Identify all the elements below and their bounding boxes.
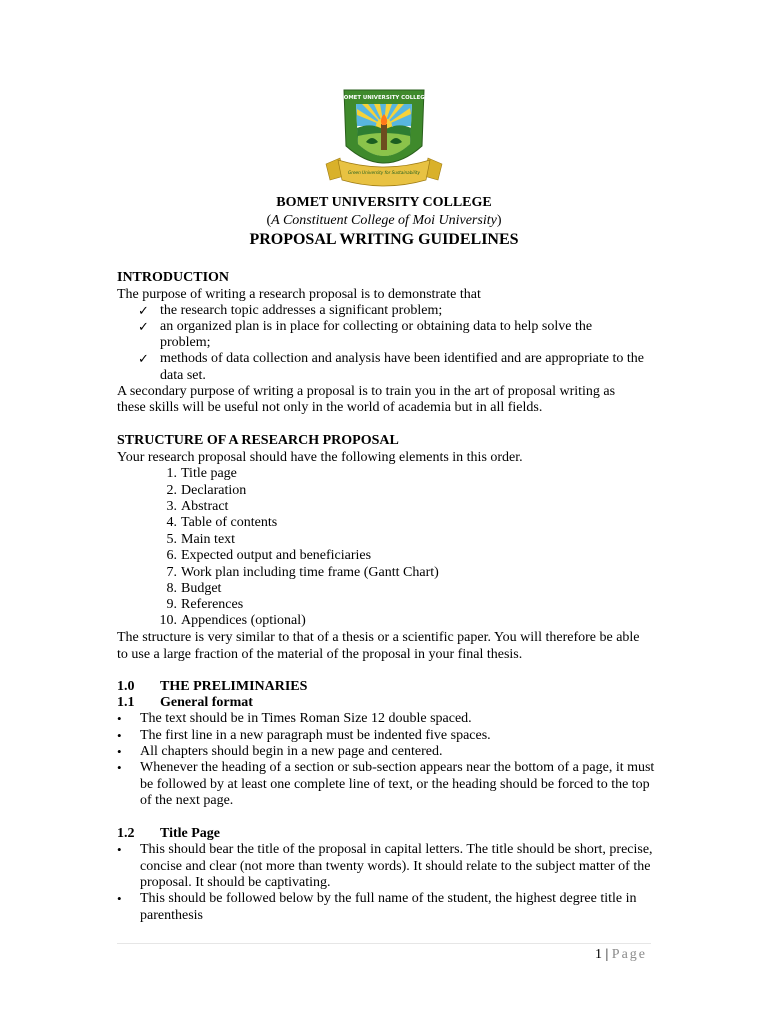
intro-heading: INTRODUCTION bbox=[117, 270, 230, 285]
list-item: Work plan including time frame (Gantt Chart) bbox=[181, 565, 439, 580]
college-name: BOMET UNIVERSITY COLLEGE bbox=[276, 195, 492, 210]
bullet-icon: • bbox=[117, 728, 122, 743]
list-number: 10. bbox=[159, 613, 177, 628]
footer-divider bbox=[117, 943, 651, 944]
subsection-number: 1.2 bbox=[117, 826, 135, 841]
structure-heading: STRUCTURE OF A RESEARCH PROPOSAL bbox=[117, 433, 399, 448]
section-number: 1.0 bbox=[117, 679, 135, 694]
bullet-text: This should bear the title of the proposal in capital letters. The title should be short, precise, bbox=[140, 842, 653, 857]
bullet-text: of the next page. bbox=[140, 793, 234, 808]
intro-paragraph-line: these skills will be useful not only in the world of academia but in all fields. bbox=[117, 400, 543, 415]
intro-lead: The purpose of writing a research proposal is to demonstrate that bbox=[117, 287, 481, 302]
list-number: 2. bbox=[166, 483, 177, 498]
bullet-text: parenthesis bbox=[140, 908, 203, 923]
structure-paragraph-line: The structure is very similar to that of a thesis or a scientific paper. You will therefore be able bbox=[117, 630, 640, 645]
college-subtitle: (A Constituent College of Moi University) bbox=[266, 213, 502, 228]
bullet-text: The first line in a new paragraph must be indented five spaces. bbox=[140, 728, 491, 743]
subsection-number: 1.1 bbox=[117, 695, 135, 710]
list-item: Abstract bbox=[181, 499, 229, 514]
bullet-icon: • bbox=[117, 842, 122, 857]
list-item: References bbox=[181, 597, 244, 612]
list-number: 1. bbox=[166, 466, 177, 481]
check-item-text: methods of data collection and analysis have been identified and are appropriate to the bbox=[160, 351, 644, 366]
list-number: 4. bbox=[166, 515, 177, 530]
page-number: 1 bbox=[594, 947, 602, 962]
list-number: 7. bbox=[166, 565, 177, 580]
subsection-heading: Title Page bbox=[160, 826, 221, 841]
bullet-text: This should be followed below by the full name of the student, the highest degree title in bbox=[140, 891, 637, 906]
checkmark-icon: ✓ bbox=[138, 351, 149, 366]
bullet-text: be followed by at least one complete line of text, or the heading should be forced to the top bbox=[140, 777, 650, 792]
list-number: 3. bbox=[166, 499, 177, 514]
intro-paragraph-line: A secondary purpose of writing a proposal is to train you in the art of proposal writing as bbox=[117, 384, 616, 399]
college-logo bbox=[322, 84, 446, 190]
structure-lead: Your research proposal should have the following elements in this order. bbox=[117, 450, 523, 465]
svg-text:Green University for Sustainab: Green University for Sustainability bbox=[347, 170, 421, 175]
svg-text:BOMET UNIVERSITY COLLEGE: BOMET UNIVERSITY COLLEGE bbox=[339, 95, 429, 101]
check-item-text: data set. bbox=[160, 368, 206, 383]
structure-paragraph-line: to use a large fraction of the material of the proposal in your final thesis. bbox=[117, 647, 523, 662]
bullet-text: All chapters should begin in a new page and centered. bbox=[140, 744, 443, 759]
check-item-text: problem; bbox=[160, 335, 211, 350]
list-item: Table of contents bbox=[181, 515, 278, 530]
section-heading: THE PRELIMINARIES bbox=[160, 679, 308, 694]
list-item: Title page bbox=[181, 466, 237, 481]
page-label: Page bbox=[611, 947, 647, 962]
checkmark-icon: ✓ bbox=[138, 319, 149, 334]
bullet-icon: • bbox=[117, 891, 122, 906]
list-number: 8. bbox=[166, 581, 177, 596]
check-item-text: an organized plan is in place for collecting or obtaining data to help solve the bbox=[160, 319, 593, 334]
bullet-text: proposal. It should be captivating. bbox=[140, 875, 331, 890]
list-number: 5. bbox=[166, 532, 177, 547]
list-item: Declaration bbox=[181, 483, 247, 498]
subsection-heading: General format bbox=[160, 695, 253, 710]
list-number: 9. bbox=[166, 597, 177, 612]
page-footer bbox=[595, 947, 647, 963]
bullet-text: concise and clear (not more than twenty words). It should relate to the subject matter of the bbox=[140, 859, 651, 874]
list-item: Budget bbox=[181, 581, 222, 596]
page-title: PROPOSAL WRITING GUIDELINES bbox=[249, 231, 519, 248]
page-separator: | bbox=[601, 947, 612, 962]
list-number: 6. bbox=[166, 548, 177, 563]
checkmark-icon: ✓ bbox=[138, 303, 149, 318]
check-item-text: the research topic addresses a significant problem; bbox=[160, 303, 443, 318]
bullet-icon: • bbox=[117, 711, 122, 726]
bullet-text: The text should be in Times Roman Size 12 double spaced. bbox=[140, 711, 472, 726]
list-item: Expected output and beneficiaries bbox=[181, 548, 372, 563]
list-item: Appendices (optional) bbox=[181, 613, 306, 628]
bullet-text: Whenever the heading of a section or sub-section appears near the bottom of a page, it must bbox=[140, 760, 655, 775]
bullet-icon: • bbox=[117, 744, 122, 759]
bullet-icon: • bbox=[117, 760, 122, 775]
list-item: Main text bbox=[181, 532, 236, 547]
